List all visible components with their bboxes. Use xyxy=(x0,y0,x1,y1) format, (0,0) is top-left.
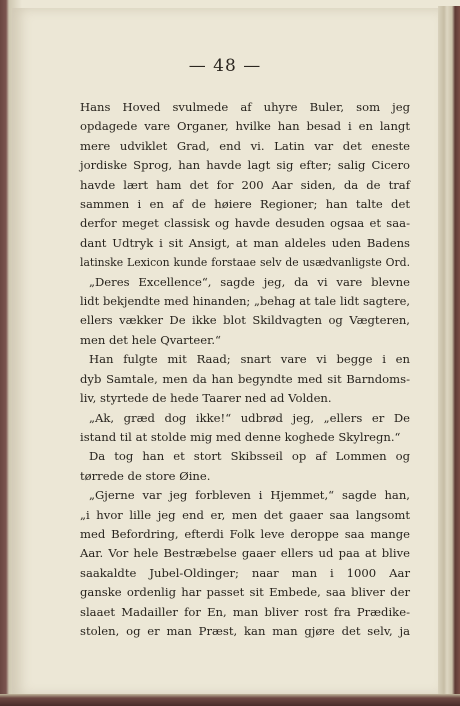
text-line: „Deres Excellence“, sagde jeg, da vi vare blevne xyxy=(89,274,410,289)
text-line: stolen, og er man Præst, kan man gjøre det selv, ja xyxy=(80,623,410,638)
text-line: istand til at stolde mig med denne koghede Skylregn.“ xyxy=(80,429,401,444)
page-edges-bottom xyxy=(0,694,460,706)
text-line: Han fulgte mit Raad; snart vare vi begge i en xyxy=(89,352,410,367)
text-line: havde lært ham det for 200 Aar siden, da de traf xyxy=(80,177,410,192)
text-line: Hans Hoved svulmede af uhyre Buler, som jeg xyxy=(80,100,410,114)
page-edges-right xyxy=(438,6,460,700)
text-line: sammen i en af de høiere Regioner; han talte det xyxy=(80,197,410,212)
page-number: — 48 — xyxy=(188,56,262,76)
text-line: saakaldte Jubel-Oldinger; naar man i 1000 Aar xyxy=(80,565,410,580)
text-line: ganske ordenlig har passet sit Embede, saa bliver der xyxy=(80,585,410,600)
text-line: med Befordring, efterdi Folk leve deroppe saa mange xyxy=(80,526,410,541)
text-line: „i hvor lille jeg end er, men det gaaer saa langsomt xyxy=(80,507,410,522)
text-line: derfor meget classisk og havde desuden ogsaa et saa- xyxy=(80,216,410,231)
text-line: latinske Lexicon kunde forstaae selv de usædvanligste Ord. xyxy=(80,256,410,270)
text-line: tørrede de store Øine. xyxy=(80,468,211,483)
text-line: „Ak, græd dog ikke!“ udbrød jeg, „ellers er De xyxy=(89,410,410,425)
text-line: jordiske Sprog, han havde lagt sig efter; salig Cicero xyxy=(80,158,410,173)
text-line: lidt bekjendte med hinanden; „behag at tale lidt sagtere, xyxy=(80,294,410,309)
text-line: opdagede vare Organer, hvilke han besad i en langt xyxy=(80,119,410,134)
text-line: liv, styrtede de hede Taarer ned ad Volden. xyxy=(80,391,332,406)
text-line: slaaet Madailler for En, man bliver rost fra Prædike- xyxy=(80,604,410,619)
text-line: „Gjerne var jeg forbleven i Hjemmet,“ sagde han, xyxy=(89,488,410,503)
text-line: dyb Samtale, men da han begyndte med sit Barndoms- xyxy=(80,371,410,386)
text-line: Aar. Vor hele Bestræbelse gaaer ellers ud paa at blive xyxy=(80,546,410,561)
text-line: Da tog han et stort Skibsseil op af Lommen og xyxy=(89,449,410,464)
text-line: men det hele Qvarteer.“ xyxy=(80,332,221,347)
text-line: mere udviklet Grad, end vi. Latin var det eneste xyxy=(80,138,410,153)
text-line: ellers vækker De ikke blot Skildvagten og Vægteren, xyxy=(80,313,410,328)
text-line: dant Udtryk i sit Ansigt, at man aldeles uden Badens xyxy=(80,235,410,250)
body-text xyxy=(80,98,410,641)
